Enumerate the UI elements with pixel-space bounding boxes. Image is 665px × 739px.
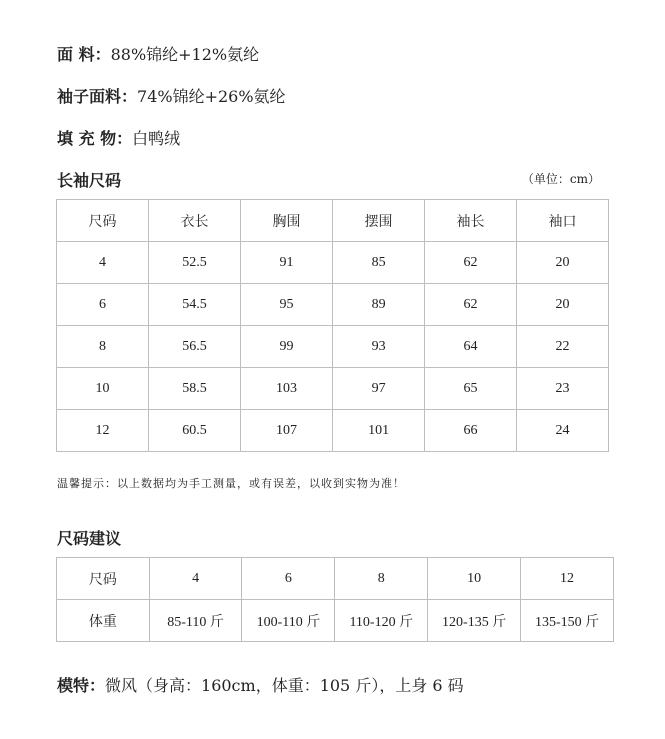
table-cell: 56.5 bbox=[148, 326, 240, 368]
table-row bbox=[57, 326, 609, 368]
unit-note: （单位：cm） bbox=[521, 172, 600, 186]
size-cell: 8 bbox=[335, 558, 428, 600]
table-row bbox=[57, 242, 609, 284]
table-cell: 6 bbox=[57, 284, 149, 326]
header-cell: 衣长 bbox=[148, 200, 240, 242]
table-cell: 85 bbox=[333, 242, 425, 284]
material-label: 面 料： bbox=[57, 45, 111, 64]
table-cell: 99 bbox=[241, 326, 333, 368]
header-cell: 袖长 bbox=[425, 200, 517, 242]
header-cell: 尺码 bbox=[57, 200, 149, 242]
model-value: 微风（身高：160cm，体重：105 斤），上身 6 码 bbox=[105, 676, 464, 695]
table-cell: 52.5 bbox=[148, 242, 240, 284]
weight-cell: 120-135 斤 bbox=[428, 600, 521, 642]
table-row bbox=[57, 410, 609, 452]
table-cell: 91 bbox=[241, 242, 333, 284]
table-row bbox=[57, 368, 609, 410]
header-cell: 袖口 bbox=[517, 200, 609, 242]
table-cell: 66 bbox=[425, 410, 517, 452]
header-cell: 胸围 bbox=[241, 200, 333, 242]
measurement-tip: 温馨提示：以上数据均为手工测量，或有误差，以收到实物为准！ bbox=[57, 477, 405, 490]
sleeve-material-value: 74%锦纶+26%氨纶 bbox=[137, 87, 286, 106]
table-cell: 101 bbox=[333, 410, 425, 452]
table-cell: 95 bbox=[241, 284, 333, 326]
table-cell: 103 bbox=[241, 368, 333, 410]
size-row bbox=[57, 558, 614, 600]
model-label: 模特： bbox=[57, 676, 106, 695]
table-cell: 4 bbox=[57, 242, 149, 284]
table-cell: 62 bbox=[425, 242, 517, 284]
size-chart-title: 长袖尺码 bbox=[57, 171, 122, 190]
table-cell: 20 bbox=[517, 242, 609, 284]
weight-cell: 110-120 斤 bbox=[335, 600, 428, 642]
table-cell: 62 bbox=[425, 284, 517, 326]
size-chart-header-row bbox=[57, 200, 609, 242]
size-cell: 6 bbox=[242, 558, 335, 600]
filling-value: 白鸭绒 bbox=[132, 129, 181, 148]
weight-row-label: 体重 bbox=[57, 600, 150, 642]
filling-row bbox=[57, 126, 180, 149]
material-row bbox=[57, 42, 259, 65]
size-cell: 4 bbox=[149, 558, 242, 600]
weight-cell: 135-150 斤 bbox=[521, 600, 614, 642]
table-cell: 107 bbox=[241, 410, 333, 452]
table-cell: 60.5 bbox=[148, 410, 240, 452]
table-cell: 12 bbox=[57, 410, 149, 452]
size-cell: 12 bbox=[521, 558, 614, 600]
table-cell: 89 bbox=[333, 284, 425, 326]
sleeve-material-row bbox=[57, 84, 286, 107]
size-suggestion-table bbox=[56, 557, 614, 642]
table-cell: 24 bbox=[517, 410, 609, 452]
weight-row bbox=[57, 600, 614, 642]
sleeve-material-label: 袖子面料： bbox=[57, 87, 138, 106]
table-row bbox=[57, 284, 609, 326]
table-cell: 22 bbox=[517, 326, 609, 368]
material-value: 88%锦纶+12%氨纶 bbox=[110, 45, 260, 64]
table-cell: 65 bbox=[425, 368, 517, 410]
weight-cell: 100-110 斤 bbox=[242, 600, 335, 642]
size-suggestion-title: 尺码建议 bbox=[57, 529, 122, 548]
weight-cell: 85-110 斤 bbox=[149, 600, 242, 642]
size-chart-table bbox=[56, 199, 609, 452]
table-cell: 54.5 bbox=[148, 284, 240, 326]
model-info bbox=[57, 673, 464, 696]
table-cell: 8 bbox=[57, 326, 149, 368]
table-cell: 97 bbox=[333, 368, 425, 410]
filling-label: 填 充 物： bbox=[57, 129, 133, 148]
table-cell: 20 bbox=[517, 284, 609, 326]
table-cell: 23 bbox=[517, 368, 609, 410]
size-cell: 10 bbox=[428, 558, 521, 600]
size-row-label: 尺码 bbox=[57, 558, 150, 600]
table-cell: 93 bbox=[333, 326, 425, 368]
table-cell: 64 bbox=[425, 326, 517, 368]
header-cell: 摆围 bbox=[333, 200, 425, 242]
table-cell: 58.5 bbox=[148, 368, 240, 410]
table-cell: 10 bbox=[57, 368, 149, 410]
